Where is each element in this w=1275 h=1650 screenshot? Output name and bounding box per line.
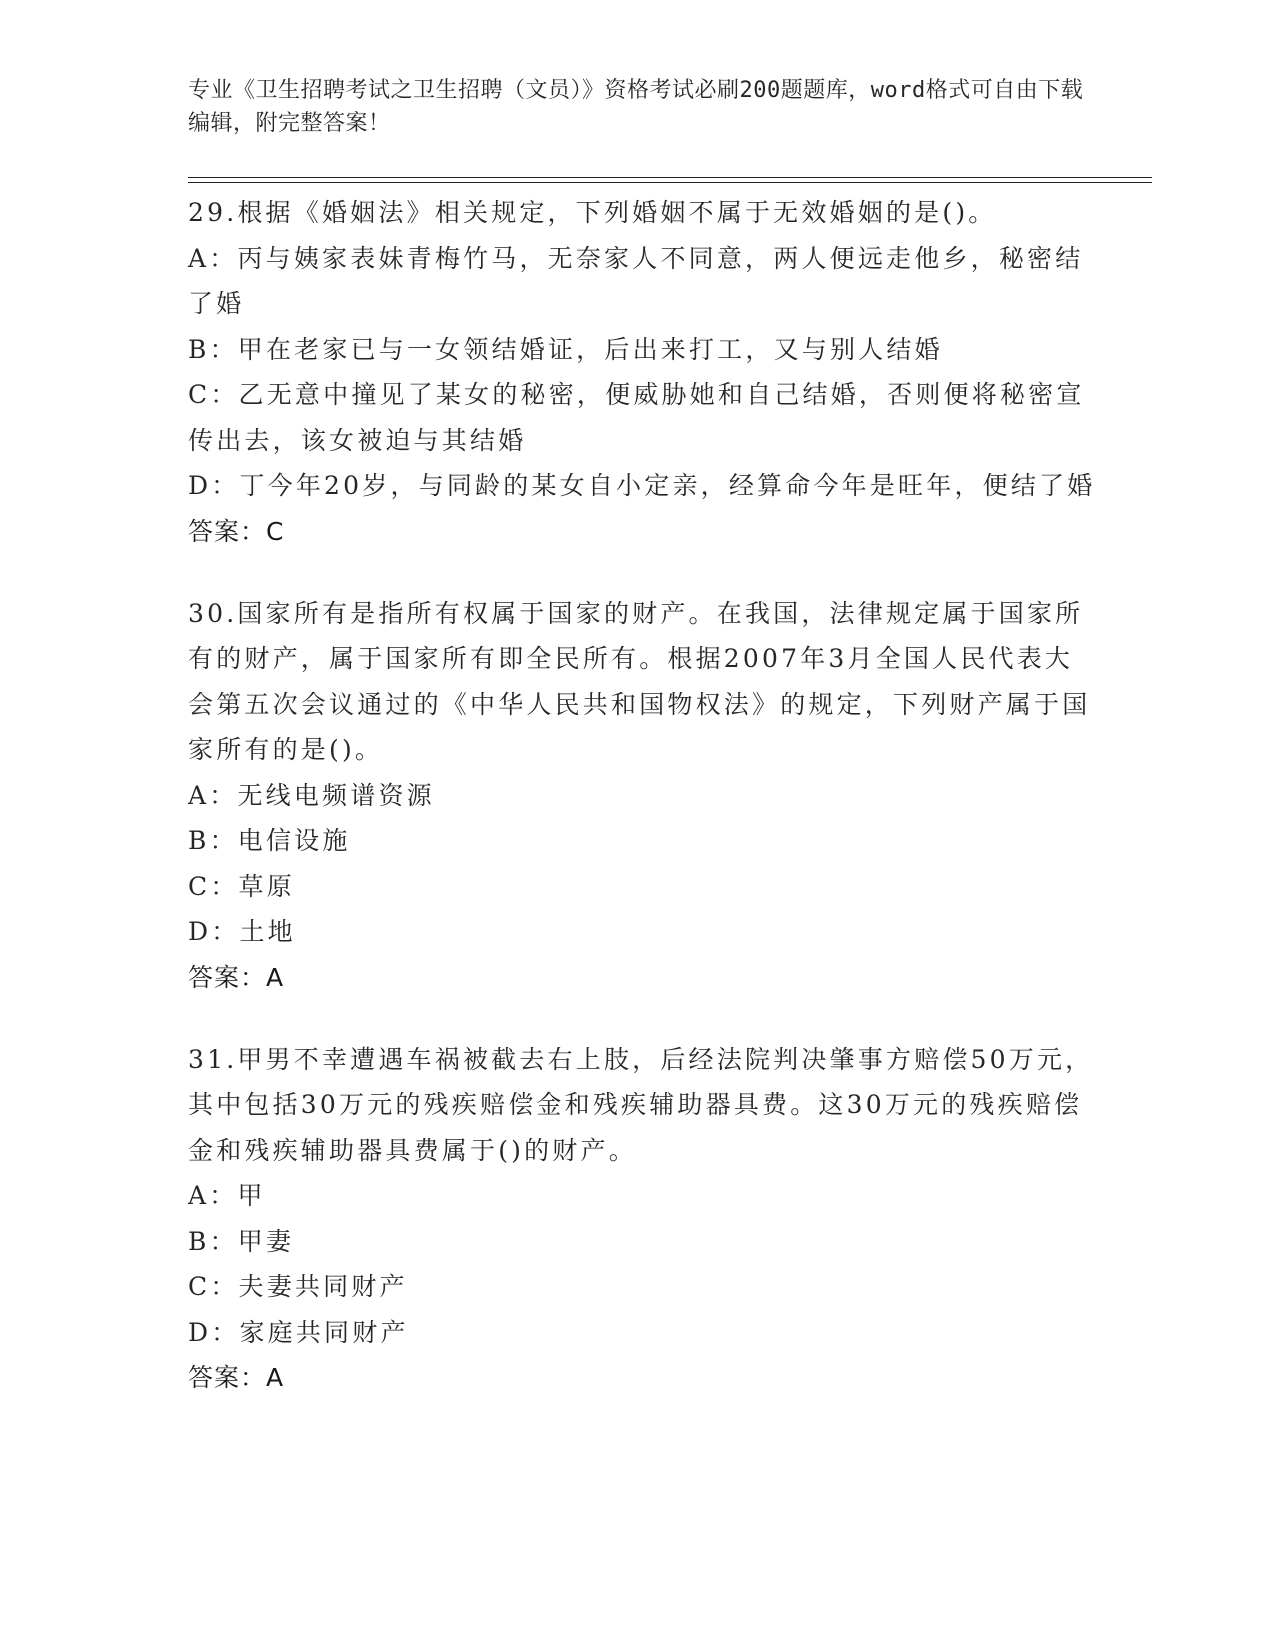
option-c: C：草原 — [188, 871, 295, 901]
answer-label: 答案：A — [188, 1363, 285, 1392]
option-c: C：夫妻共同财产 — [188, 1272, 408, 1301]
answer-label: 答案：A — [188, 962, 285, 992]
option-a: A：无线电频谱资源 — [188, 780, 435, 810]
page-header — [188, 74, 1088, 140]
header-text: 专业《卫生招聘考试之卫生招聘（文员）》资格考试必刷200题题库，word格式可自由下载编辑，附完整答案！ — [188, 78, 1084, 136]
answer-label: 答案：C — [188, 516, 285, 546]
option-b: B：电信设施 — [188, 826, 351, 855]
option-b: B：甲妻 — [188, 1226, 295, 1256]
question-29 — [188, 190, 1098, 555]
option-c: C：乙无意中撞见了某女的秘密，便威胁她和自己结婚，否则便将秘密宣传出去，该女被迫与其结婚 — [188, 380, 1085, 455]
question-stem: 30.国家所有是指所有权属于国家的财产。在我国，法律规定属于国家所有的财产，属于国家所有即全民所有。根据2007年3月全国人民代表大会第五次会议通过的《中华人民共和国物权法》的规定，下列财产属于国家所有的是()。 — [188, 598, 1091, 764]
option-b: B：甲在老家已与一女领结婚证，后出来打工，又与别人结婚 — [188, 334, 943, 364]
option-a: A：丙与姨家表妹青梅竹马，无奈家人不同意，两人便远走他乡，秘密结了婚 — [188, 243, 1084, 318]
question-30 — [188, 591, 1098, 1001]
option-d: D：土地 — [188, 917, 296, 946]
header-divider-top — [188, 177, 1152, 178]
question-list — [188, 190, 1098, 1437]
question-31 — [188, 1037, 1098, 1402]
option-d: D：丁今年20岁，与同龄的某女自小定亲，经算命今年是旺年，便结了婚 — [188, 471, 1096, 500]
question-stem: 29.根据《婚姻法》相关规定，下列婚姻不属于无效婚姻的是()。 — [188, 198, 997, 227]
option-d: D：家庭共同财产 — [188, 1317, 409, 1347]
option-a: A：甲 — [188, 1181, 266, 1210]
header-divider-bottom — [188, 182, 1152, 183]
question-stem: 31.甲男不幸遭遇车祸被截去右上肢，后经法院判决肇事方赔偿50万元，其中包括30万元的残疾赔偿金和残疾辅助器具费。这30万元的残疾赔偿金和残疾辅助器具费属于()的财产。 — [188, 1044, 1094, 1165]
